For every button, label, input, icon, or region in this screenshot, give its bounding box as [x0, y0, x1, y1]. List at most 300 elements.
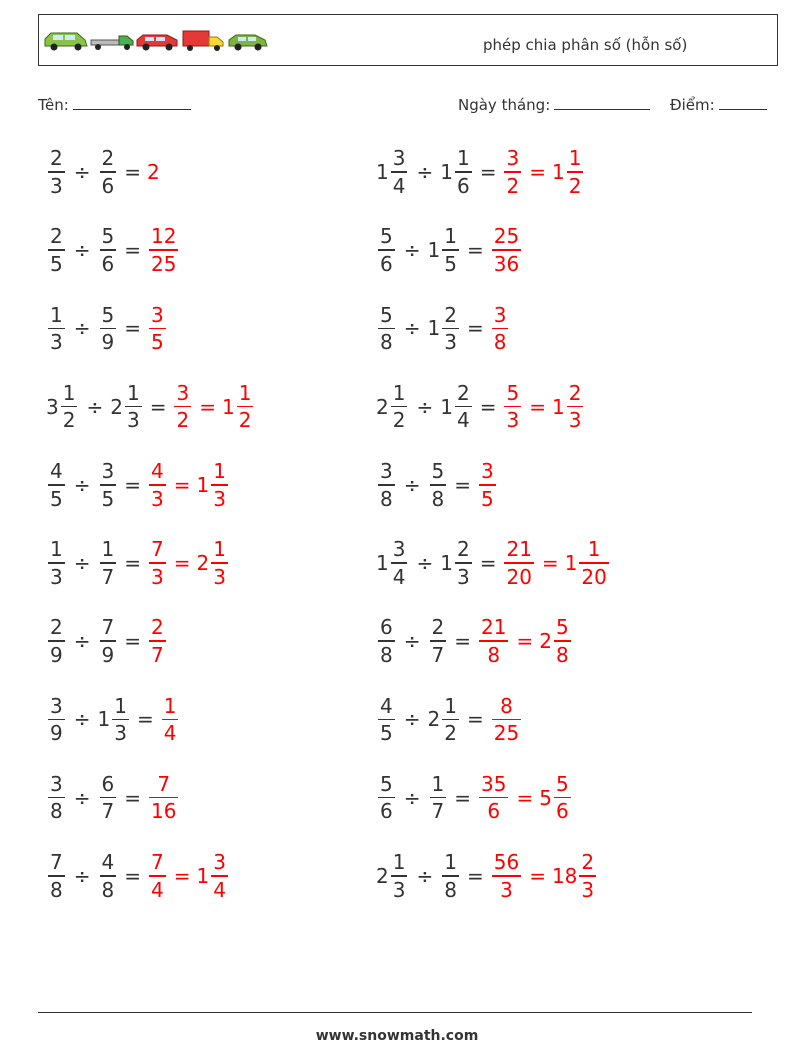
divisor — [440, 852, 461, 900]
divisor — [427, 693, 461, 746]
division-sign: ÷ — [416, 551, 434, 575]
numerator: 56 — [493, 850, 520, 875]
numerator: 1 — [444, 224, 457, 249]
numerator: 1 — [213, 537, 226, 562]
numerator: 2 — [431, 615, 445, 640]
worksheet-title: phép chia phân số (hỗn số) — [483, 36, 688, 54]
whole-number: 1 — [440, 394, 453, 419]
numerator: 5 — [101, 302, 115, 327]
dividend — [46, 226, 67, 274]
denominator: 9 — [101, 330, 115, 355]
fraction — [492, 693, 521, 746]
problem-item — [46, 846, 230, 906]
answer-fraction — [490, 693, 523, 746]
division-sign: ÷ — [73, 863, 91, 888]
whole-number: 1 — [97, 707, 111, 732]
numerator: 2 — [568, 380, 582, 405]
denominator: 5 — [50, 486, 63, 511]
fraction — [149, 617, 166, 665]
division-sign: ÷ — [416, 863, 434, 888]
dividend — [46, 539, 67, 587]
name-field — [38, 95, 191, 114]
denominator: 3 — [581, 877, 595, 902]
answer-equals-sign: = — [529, 394, 546, 419]
fraction — [378, 771, 395, 824]
answer — [160, 693, 181, 746]
denominator: 8 — [380, 642, 393, 667]
answer — [147, 461, 230, 509]
dividend — [376, 380, 409, 433]
numerator: 5 — [101, 224, 115, 249]
fraction — [100, 302, 117, 355]
fraction — [391, 539, 408, 587]
denominator: 7 — [101, 564, 115, 589]
numerator: 3 — [380, 459, 393, 484]
equals-sign: = — [479, 394, 497, 419]
answer-fraction — [490, 226, 523, 274]
denominator: 3 — [114, 721, 127, 746]
fraction — [100, 461, 117, 509]
divisor — [428, 771, 449, 824]
whole-number: 5 — [539, 785, 552, 810]
numerator: 1 — [456, 146, 470, 171]
problem-item — [376, 220, 523, 280]
whole-number: 2 — [147, 160, 160, 184]
fraction — [378, 226, 395, 274]
answer — [490, 693, 523, 746]
division-sign: ÷ — [73, 707, 91, 732]
fraction — [442, 226, 459, 274]
answer-fraction — [477, 617, 510, 665]
date-field — [458, 95, 650, 114]
answer-equals-sign: = — [173, 472, 191, 497]
numerator: 1 — [238, 380, 252, 405]
numerator: 5 — [555, 615, 569, 640]
denominator: 7 — [101, 799, 115, 824]
fraction — [492, 852, 521, 900]
numerator: 3 — [481, 459, 494, 484]
fraction — [442, 693, 459, 746]
division-sign: ÷ — [73, 160, 91, 184]
division-sign: ÷ — [86, 394, 104, 419]
fraction — [48, 852, 65, 900]
division-sign: ÷ — [73, 472, 91, 497]
answer — [502, 539, 610, 587]
fraction — [237, 380, 254, 433]
numerator: 3 — [392, 146, 406, 171]
dividend — [376, 461, 397, 509]
fraction — [455, 148, 472, 196]
divisor — [98, 617, 119, 665]
numerator: 2 — [456, 380, 470, 405]
division-sign: ÷ — [73, 629, 91, 654]
fraction — [504, 380, 521, 433]
dividend — [46, 693, 67, 746]
denominator: 3 — [444, 330, 457, 355]
division-sign: ÷ — [73, 785, 91, 810]
divisor — [98, 539, 119, 587]
denominator: 8 — [50, 799, 63, 824]
denominator: 6 — [555, 799, 569, 824]
numerator: 1 — [444, 693, 457, 718]
fraction — [211, 461, 228, 509]
fraction — [492, 226, 521, 274]
answer — [147, 160, 160, 184]
fraction — [149, 461, 166, 509]
dividend — [376, 617, 397, 665]
fraction — [504, 148, 521, 196]
numerator: 21 — [481, 615, 507, 640]
red-truck-icon — [183, 31, 223, 51]
answer-mixed-number — [552, 148, 585, 196]
fraction — [378, 461, 395, 509]
answer — [147, 302, 168, 355]
denominator: 5 — [444, 251, 457, 276]
whole-number: 1 — [376, 551, 389, 575]
fraction — [554, 771, 571, 824]
equals-sign: = — [466, 316, 484, 341]
numerator: 7 — [151, 537, 164, 562]
fraction — [48, 461, 65, 509]
equals-sign: = — [149, 394, 167, 419]
fraction — [455, 380, 472, 433]
dividend — [376, 226, 397, 274]
fraction — [48, 539, 65, 587]
answer — [477, 771, 573, 824]
answer-fraction — [147, 160, 160, 184]
name-blank[interactable] — [73, 95, 191, 110]
problem-item — [46, 768, 180, 828]
numerator: 1 — [163, 693, 177, 718]
dividend — [46, 302, 67, 355]
footer-divider — [38, 1012, 752, 1013]
fraction — [378, 617, 395, 665]
problem-item — [46, 611, 168, 671]
denominator: 8 — [487, 642, 501, 667]
numerator: 1 — [444, 850, 457, 875]
denominator: 5 — [101, 486, 115, 511]
dividend — [376, 771, 397, 824]
whole-number: 1 — [440, 551, 453, 575]
fraction — [174, 380, 191, 433]
denominator: 3 — [213, 564, 226, 589]
denominator: 6 — [380, 251, 393, 276]
denominator: 9 — [101, 642, 115, 667]
numerator: 1 — [213, 459, 226, 484]
problem-item — [46, 142, 160, 202]
numerator: 1 — [50, 302, 63, 327]
divisor — [98, 302, 119, 355]
denominator: 2 — [444, 721, 457, 746]
whole-number: 2 — [376, 863, 389, 888]
numerator: 2 — [50, 615, 63, 640]
numerator: 5 — [380, 302, 393, 327]
fraction — [442, 852, 459, 900]
denominator: 25 — [151, 251, 177, 276]
whole-number: 1 — [440, 160, 453, 184]
denominator: 20 — [506, 564, 532, 589]
whole-number: 1 — [196, 863, 210, 888]
answer — [502, 380, 585, 433]
answer-equals-sign: = — [199, 394, 216, 419]
division-sign: ÷ — [403, 707, 421, 732]
fraction — [479, 771, 508, 824]
fraction — [455, 539, 472, 587]
fraction — [61, 380, 78, 433]
divisor — [428, 617, 449, 665]
answer — [147, 852, 230, 900]
denominator: 8 — [555, 642, 569, 667]
whole-number: 2 — [427, 707, 441, 732]
fraction — [48, 693, 65, 746]
denominator: 8 — [493, 330, 507, 355]
header-box — [38, 14, 778, 66]
numerator: 1 — [50, 537, 63, 562]
numerator: 6 — [101, 771, 115, 796]
answer — [147, 226, 180, 274]
numerator: 2 — [101, 146, 115, 171]
equals-sign: = — [454, 785, 471, 810]
whole-number: 1 — [551, 160, 565, 184]
numerator: 3 — [50, 693, 63, 718]
denominator: 3 — [126, 408, 140, 433]
answer-fraction — [147, 852, 168, 900]
denominator: 3 — [50, 330, 63, 355]
date-blank[interactable] — [554, 95, 650, 110]
equals-sign: = — [124, 863, 141, 888]
answer — [477, 461, 498, 509]
division-sign: ÷ — [73, 316, 91, 341]
answer — [490, 226, 523, 274]
equals-sign: = — [454, 472, 471, 497]
divisor — [98, 461, 119, 509]
divisor — [440, 380, 473, 433]
numerator: 5 — [506, 380, 520, 405]
denominator: 5 — [50, 251, 63, 276]
numerator: 1 — [431, 771, 445, 796]
score-blank[interactable] — [719, 95, 767, 110]
whole-number: 1 — [427, 238, 441, 263]
numerator: 3 — [506, 146, 520, 171]
numerator: 2 — [581, 850, 595, 875]
problem-item — [46, 689, 180, 749]
numerator: 5 — [555, 771, 569, 796]
divisor — [98, 852, 119, 900]
numerator: 2 — [50, 146, 63, 171]
denominator: 6 — [487, 799, 501, 824]
equals-sign: = — [124, 238, 141, 263]
numerator: 3 — [213, 850, 226, 875]
divisor — [98, 148, 119, 196]
denominator: 8 — [50, 877, 63, 902]
denominator: 6 — [456, 173, 470, 198]
answer-equals-sign: = — [516, 629, 534, 654]
fraction — [442, 302, 459, 355]
fraction — [567, 148, 584, 196]
numerator: 7 — [151, 850, 164, 875]
fraction — [579, 539, 608, 587]
divisor — [440, 148, 473, 196]
date-label: Ngày tháng: — [458, 96, 551, 114]
divisor — [97, 693, 131, 746]
division-sign: ÷ — [403, 785, 421, 810]
numerator: 8 — [500, 693, 513, 718]
score-field — [670, 95, 767, 114]
equals-sign: = — [466, 707, 484, 732]
fraction — [149, 539, 166, 587]
division-sign: ÷ — [403, 316, 421, 341]
equals-sign: = — [479, 160, 497, 184]
fraction — [554, 617, 571, 665]
answer-mixed-number — [539, 617, 572, 665]
numerator: 4 — [151, 459, 164, 484]
denominator: 8 — [431, 486, 445, 511]
denominator: 5 — [151, 330, 164, 355]
problem-item — [376, 455, 498, 515]
answer-mixed-number — [539, 771, 572, 824]
answer-mixed-number — [197, 461, 230, 509]
numerator: 12 — [151, 224, 177, 249]
dividend — [376, 148, 409, 196]
fraction — [579, 852, 596, 900]
whole-number: 1 — [427, 316, 441, 341]
answer-mixed-number — [551, 380, 585, 433]
divisor — [428, 461, 449, 509]
denominator: 7 — [151, 642, 164, 667]
problem-item — [46, 533, 230, 593]
fraction — [100, 539, 117, 587]
denominator: 16 — [151, 799, 177, 824]
score-label: Điểm: — [670, 96, 715, 114]
problem-item — [376, 689, 523, 749]
numerator: 7 — [50, 850, 63, 875]
answer-equals-sign: = — [529, 160, 546, 184]
numerator: 4 — [380, 693, 393, 718]
name-label: Tên: — [38, 96, 69, 114]
dividend — [376, 539, 409, 587]
numerator: 2 — [456, 537, 470, 562]
denominator: 2 — [392, 408, 406, 433]
fraction — [48, 771, 65, 824]
fraction — [492, 302, 509, 355]
numerator: 1 — [126, 380, 140, 405]
fraction — [100, 771, 117, 824]
numerator: 3 — [151, 302, 164, 327]
answer — [147, 771, 180, 824]
numerator: 2 — [50, 224, 63, 249]
equals-sign: = — [454, 629, 471, 654]
answer-equals-sign: = — [516, 785, 534, 810]
fraction — [100, 852, 117, 900]
numerator: 3 — [392, 537, 406, 562]
division-sign: ÷ — [403, 238, 421, 263]
fraction — [211, 539, 228, 587]
denominator: 8 — [101, 877, 115, 902]
denominator: 3 — [50, 564, 63, 589]
dividend — [46, 380, 79, 433]
denominator: 4 — [392, 564, 406, 589]
fraction — [479, 617, 508, 665]
fraction — [112, 693, 129, 746]
dividend — [46, 461, 67, 509]
answer-equals-sign: = — [173, 863, 191, 888]
whole-number: 1 — [551, 394, 565, 419]
problem-item — [46, 298, 168, 358]
answer-fraction — [160, 693, 181, 746]
division-sign: ÷ — [416, 160, 434, 184]
fraction — [149, 852, 166, 900]
division-sign: ÷ — [416, 394, 434, 419]
answer-mixed-number — [221, 380, 255, 433]
answer-mixed-number — [552, 852, 598, 900]
numerator: 1 — [587, 537, 601, 562]
answer — [147, 539, 230, 587]
numerator: 5 — [431, 459, 445, 484]
numerator: 3 — [101, 459, 115, 484]
denominator: 3 — [506, 408, 520, 433]
answer-fraction — [147, 461, 168, 509]
denominator: 25 — [493, 721, 520, 746]
fraction — [100, 148, 117, 196]
denominator: 3 — [500, 877, 513, 902]
denominator: 6 — [101, 173, 115, 198]
numerator: 21 — [506, 537, 532, 562]
denominator: 2 — [506, 173, 520, 198]
numerator: 25 — [493, 224, 520, 249]
fraction — [48, 148, 65, 196]
numerator: 1 — [392, 850, 406, 875]
dividend — [46, 852, 67, 900]
answer-fraction — [490, 852, 523, 900]
problem-item — [376, 611, 573, 671]
division-sign: ÷ — [73, 238, 91, 263]
answer — [172, 380, 255, 433]
denominator: 7 — [431, 642, 445, 667]
numerator: 1 — [568, 146, 582, 171]
fraction — [479, 461, 496, 509]
numerator: 1 — [114, 693, 127, 718]
divisor — [98, 771, 119, 824]
answer-fraction — [147, 539, 168, 587]
equals-sign: = — [136, 707, 154, 732]
answer-mixed-number — [197, 539, 230, 587]
whole-number: 2 — [376, 394, 389, 419]
divisor — [110, 380, 143, 433]
vehicle-banner — [43, 29, 269, 53]
numerator: 2 — [151, 615, 164, 640]
problem-item — [46, 220, 180, 280]
numerator: 4 — [101, 850, 115, 875]
answer-fraction — [147, 617, 168, 665]
problem-item — [46, 377, 255, 437]
answer-fraction — [502, 148, 523, 196]
divisor — [98, 226, 119, 274]
fraction — [100, 226, 117, 274]
fraction — [378, 693, 395, 746]
denominator: 6 — [380, 799, 393, 824]
numerator: 5 — [380, 224, 393, 249]
numerator: 2 — [444, 302, 457, 327]
equals-sign: = — [124, 160, 141, 184]
denominator: 9 — [50, 642, 63, 667]
numerator: 3 — [50, 771, 63, 796]
answer — [502, 148, 585, 196]
answer-fraction — [172, 380, 193, 433]
fraction — [430, 461, 447, 509]
problem-item — [376, 377, 585, 437]
denominator: 4 — [151, 877, 164, 902]
numerator: 5 — [380, 771, 393, 796]
